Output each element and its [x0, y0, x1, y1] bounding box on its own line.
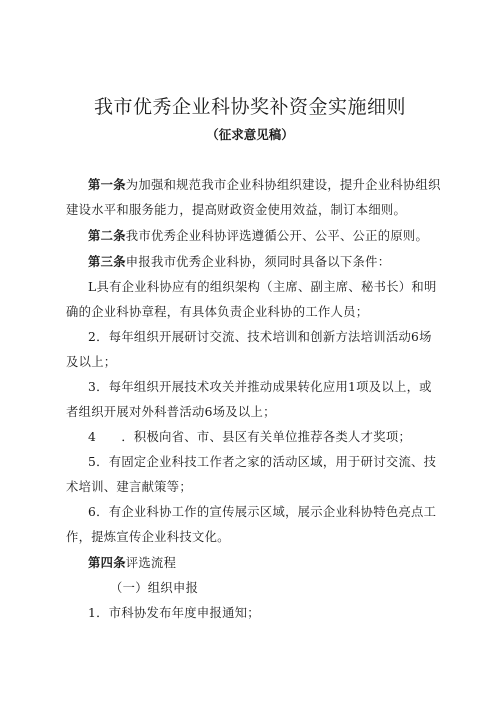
condition-5-line2: 术培训、建言献策等；: [66, 480, 192, 494]
article-4: [88, 550, 466, 576]
condition-2-line2: 及以上；: [66, 355, 117, 369]
condition-3: [66, 375, 466, 425]
article-1-line2: 建设水平和服务能力，提高财政资金使用效益，制订本细则。: [66, 203, 407, 217]
article-1-line1: 为加强和规范我市企业科协组织建设，提升企业科协组织: [125, 178, 441, 192]
document-body: [66, 172, 466, 626]
condition-6-line1: 6．有企业科协工作的宣传展示区域，展示企业科协特色亮点工: [88, 505, 437, 519]
condition-3-line2: 者组织开展对外科普活动6场及以上；: [66, 405, 276, 419]
condition-4-line1: 4 ．积极向省、市、县区有关单位推荐各类人才奖项；: [88, 430, 412, 444]
article-1: [66, 172, 466, 223]
article-2: [88, 223, 466, 249]
article-3-text: 申报我市优秀企业科协，须同时具备以下条件：: [125, 255, 391, 269]
article-1-label: 第一条: [88, 177, 126, 192]
condition-1: [66, 275, 466, 325]
document-title: 我市优秀企业科协奖补资金实施细则: [93, 96, 406, 118]
document-subtitle: （征求意见稿）: [206, 127, 294, 142]
condition-1-line1: L具有企业科协应有的组织架构（主席、副主席、秘书长）和明: [88, 280, 437, 294]
condition-5-line1: 5．有固定企业科技工作者之家的活动区域，用于研讨交流、技: [88, 455, 437, 469]
condition-1-line2: 确的企业科协章程，有具体负责企业科协的工作人员；: [66, 305, 369, 319]
article-2-text: 我市优秀企业科协评选遵循公开、公平、公正的原则。: [125, 229, 429, 243]
article-4-label: 第四条: [88, 555, 126, 570]
condition-6: [66, 500, 466, 550]
section-1-heading: （一）组织申报: [110, 581, 199, 595]
condition-4: [88, 425, 466, 450]
condition-3-line1: 3．每年组织开展技术攻关并推动成果转化应用1项及以上，或: [88, 380, 432, 394]
article-4-text: 评选流程: [125, 556, 177, 570]
article-2-label: 第二条: [88, 228, 126, 243]
condition-6-line2: 作，提炼宣传企业科技文化。: [66, 530, 230, 544]
condition-2: [66, 325, 466, 375]
section-1-item-1: 1．市科协发布年度申报通知；: [88, 606, 260, 620]
article-3-label: 第三条: [88, 254, 126, 269]
article-3: [88, 249, 466, 275]
condition-5: [66, 450, 466, 500]
condition-2-line1: 2．每年组织开展研讨交流、技术培训和创新方法培训活动6场: [88, 330, 432, 344]
